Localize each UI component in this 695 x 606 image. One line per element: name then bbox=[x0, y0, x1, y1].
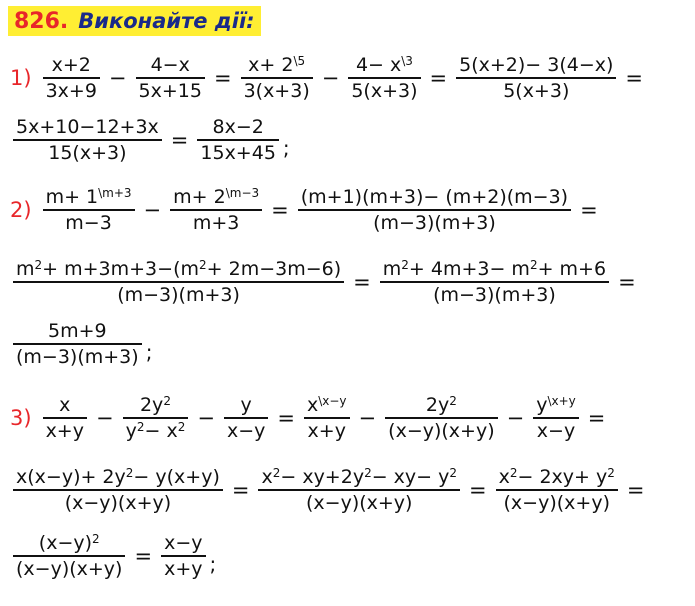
semicolon: ; bbox=[145, 340, 153, 364]
fraction: $\frac{5x+10-12+3x}{15(x+3)}$ bbox=[13, 115, 162, 165]
fraction: $\frac{x}{x+y}$ bbox=[43, 393, 87, 443]
operator: = bbox=[271, 198, 289, 222]
operator: = bbox=[277, 406, 295, 430]
operator: = bbox=[170, 128, 189, 152]
exercise-title: Виконайте дії: bbox=[78, 9, 255, 33]
operator: − bbox=[321, 66, 340, 90]
fraction: $\frac{5(x+2)- 3(4-x)}{5(x+3)}$ bbox=[456, 53, 616, 103]
operator: = bbox=[231, 478, 250, 502]
header-highlight bbox=[8, 6, 261, 36]
operator: − bbox=[358, 406, 377, 430]
semicolon: ; bbox=[209, 552, 217, 576]
operator: = bbox=[625, 66, 644, 90]
problem-3-line-1 bbox=[10, 388, 611, 448]
fraction: $\frac{4-x}{5x+15}$ bbox=[136, 53, 205, 103]
operator: − bbox=[143, 198, 162, 222]
fraction: $\frac{(x-y)^2}{(x-y)(x+y)}$ bbox=[13, 531, 125, 581]
problem-2-line-3 bbox=[10, 314, 152, 374]
fraction: $\frac{m^2+ 4m+3- m^2+ m+6}{(m-3)(m+3)}$ bbox=[380, 257, 609, 307]
operator: = bbox=[213, 66, 232, 90]
fraction: $\frac{2y^2}{(x-y)(x+y)}$ bbox=[385, 393, 497, 443]
fraction: $\frac{x^2- 2xy+ y^2}{(x-y)(x+y)}$ bbox=[496, 465, 618, 515]
problem-2-line-2 bbox=[10, 252, 642, 312]
operator: = bbox=[580, 198, 598, 222]
fraction: $\frac{5m+9}{(m-3)(m+3)}$ bbox=[13, 319, 142, 369]
fraction: $\frac{x+ 2^{\backslash 5}}{3(x+3)}$ bbox=[241, 53, 313, 103]
fraction: $\frac{x-y}{x+y}$ bbox=[161, 531, 205, 581]
operator: = bbox=[469, 478, 487, 502]
operator: = bbox=[587, 406, 606, 430]
fraction: $\frac{y^{\backslash x+y}}{x-y}$ bbox=[533, 393, 579, 443]
fraction: $\frac{x^{\backslash x-y}}{x+y}$ bbox=[304, 393, 350, 443]
operator: = bbox=[134, 544, 153, 568]
exercise-header bbox=[8, 6, 261, 36]
operator: − bbox=[108, 66, 127, 90]
operator: = bbox=[429, 66, 448, 90]
fraction: $\frac{2y^2}{y^2- x^2}$ bbox=[123, 393, 189, 443]
operator: = bbox=[618, 270, 636, 294]
fraction: $\frac{4- x^{\backslash 3}}{5(x+3)}$ bbox=[348, 53, 420, 103]
fraction: $\frac{m+ 1^{\backslash m+3}}{m-3}$ bbox=[43, 185, 135, 235]
problem-3-label: 3) bbox=[10, 406, 32, 430]
fraction: $\frac{8x-2}{15x+45}$ bbox=[197, 115, 279, 165]
problem-2-label: 2) bbox=[10, 198, 32, 222]
semicolon: ; bbox=[282, 136, 290, 160]
problem-2-line-1 bbox=[10, 180, 604, 240]
operator: − bbox=[197, 406, 215, 430]
fraction: $\frac{m^2+ m+3m+3-(m^2+ 2m-3m-6)}{(m-3)(m+3)}$ bbox=[13, 257, 344, 307]
operator: − bbox=[506, 406, 525, 430]
exercise-number: 826. bbox=[14, 8, 69, 34]
fraction: $\frac{(m+1)(m+3)- (m+2)(m-3)}{(m-3)(m+3)}$ bbox=[298, 185, 571, 235]
fraction: $\frac{m+ 2^{\backslash m-3}}{m+3}$ bbox=[170, 185, 262, 235]
fraction: $\frac{y}{x-y}$ bbox=[224, 393, 268, 443]
operator: − bbox=[95, 406, 114, 430]
problem-1-line-2 bbox=[10, 110, 290, 170]
problem-3-line-2 bbox=[10, 460, 651, 520]
fraction: $\frac{x+2}{3x+9}$ bbox=[43, 53, 100, 103]
problem-1-line-1 bbox=[10, 48, 649, 108]
problem-3-line-3 bbox=[10, 526, 216, 586]
fraction: $\frac{x^2- xy+2y^2- xy- y^2}{(x-y)(x+y)}$ bbox=[258, 465, 460, 515]
fraction: $\frac{x(x-y)+ 2y^2- y(x+y)}{(x-y)(x+y)}$ bbox=[13, 465, 223, 515]
operator: = bbox=[626, 478, 645, 502]
problem-1-label: 1) bbox=[10, 66, 32, 90]
operator: = bbox=[353, 270, 371, 294]
